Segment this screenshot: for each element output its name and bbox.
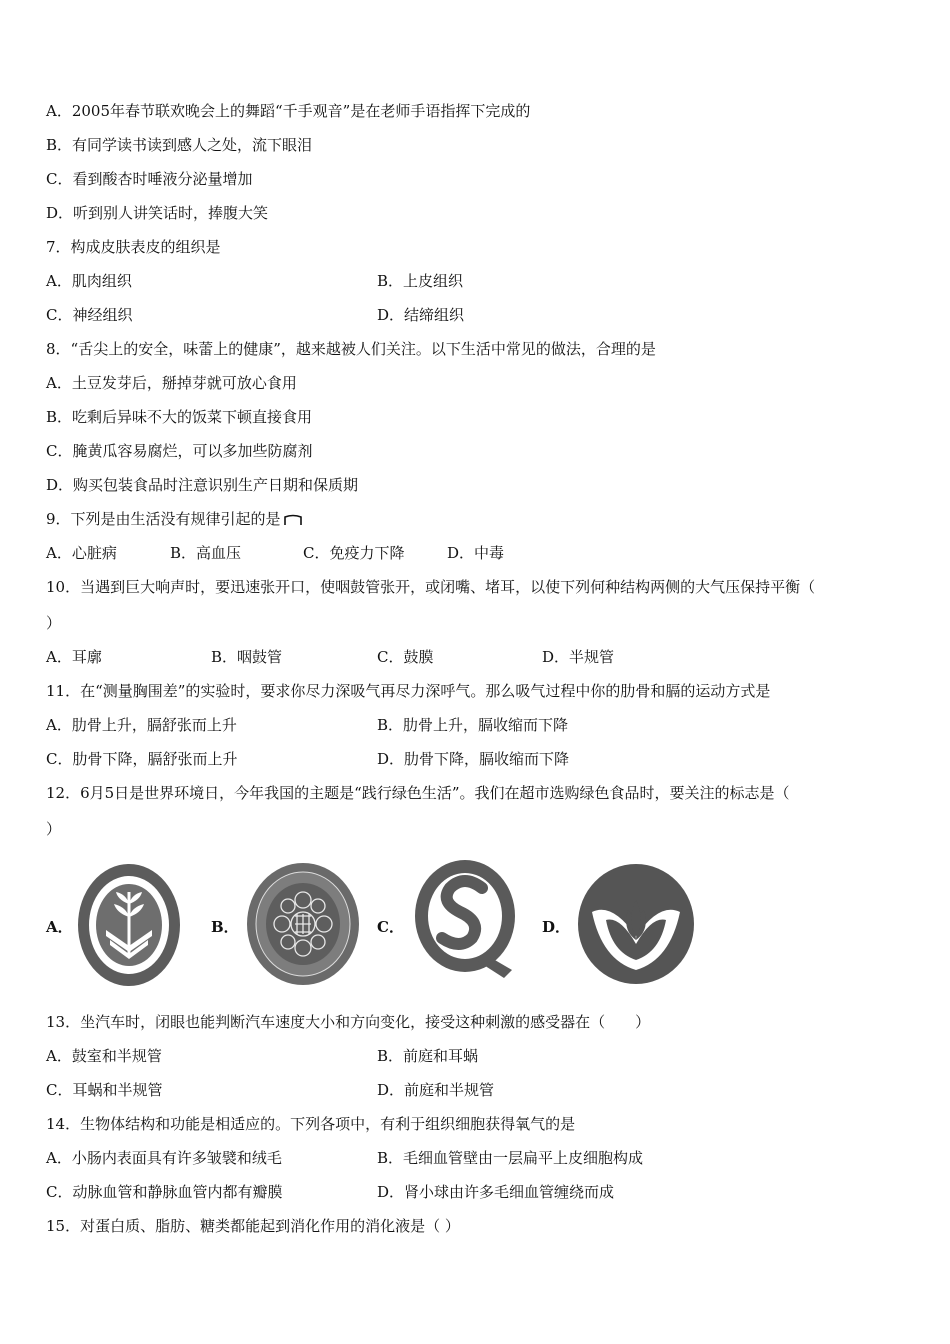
q9-option-c: C．免疫力下降 bbox=[303, 544, 405, 562]
q8-stem: 8．“舌尖上的安全，味蕾上的健康”，越来越被人们关注。以下生活中常见的做法，合理的是 bbox=[46, 340, 656, 358]
q6-option-d: D．听到别人讲笑话时，捧腹大笑 bbox=[46, 204, 269, 222]
q13-option-d: D．前庭和半规管 bbox=[377, 1081, 495, 1099]
q13-option-c: C．耳蜗和半规管 bbox=[46, 1081, 163, 1099]
q7-option-d: D．结缔组织 bbox=[377, 306, 465, 324]
q7-stem: 7．构成皮肤表皮的组织是 bbox=[46, 238, 221, 256]
certification-seal-logo-icon bbox=[246, 862, 360, 986]
q14-option-d: D．肾小球由许多毛细血管缠绕而成 bbox=[377, 1183, 615, 1201]
q7-option-a: A．肌肉组织 bbox=[46, 272, 132, 290]
q13-stem: 13．坐汽车时，闭眼也能判断汽车速度大小和方向变化，接受这种刺激的感受器在（ ） bbox=[46, 1013, 651, 1031]
q14-option-c: C．动脉血管和静脉血管内都有瓣膜 bbox=[46, 1183, 283, 1201]
q10-stem-line1: 10．当遇到巨大响声时，要迅速张开口，使咽鼓管张开，或闭嘴、堵耳，以使下列何种结构两侧的大气压保持平衡（ bbox=[46, 578, 816, 596]
q12-stem-line1: 12．6月5日是世界环境日，今年我国的主题是“践行绿色生活”。我们在超市选购绿色食品时，要关注的标志是（ bbox=[46, 784, 790, 802]
q8-option-b: B．吃剩后异味不大的饭菜下顿直接食用 bbox=[46, 408, 313, 426]
bracket-mark-icon bbox=[283, 512, 303, 526]
q9-option-b: B．高血压 bbox=[170, 544, 242, 562]
q8-option-d: D．购买包装食品时注意识别生产日期和保质期 bbox=[46, 476, 359, 494]
q9-stem bbox=[46, 509, 303, 529]
q11-option-b: B．肋骨上升，膈收缩而下降 bbox=[377, 716, 569, 734]
q10-option-c: C．鼓膜 bbox=[377, 648, 434, 666]
q10-stem-line2: ） bbox=[46, 614, 62, 632]
q6-option-c: C．看到酸杏时唾液分泌量增加 bbox=[46, 170, 253, 188]
q7-option-c: C．神经组织 bbox=[46, 306, 133, 324]
q12-label-b: B． bbox=[211, 918, 239, 936]
q14-option-b: B．毛细血管壁由一层扁平上皮细胞构成 bbox=[377, 1149, 644, 1167]
q8-option-a: A．土豆发芽后，掰掉芽就可放心食用 bbox=[46, 374, 297, 392]
q12-stem-line2: ） bbox=[46, 820, 62, 838]
quality-s-logo-icon bbox=[412, 852, 520, 982]
q9-stem-text: 9．下列是由生活没有规律引起的是 bbox=[46, 510, 281, 528]
q9-option-a: A．心脏病 bbox=[46, 544, 117, 562]
q10-option-d: D．半规管 bbox=[542, 648, 615, 666]
q13-option-b: B．前庭和耳蜗 bbox=[377, 1047, 479, 1065]
q12-label-a: A． bbox=[46, 918, 73, 936]
q6-option-a: A．2005年春节联欢晚会上的舞蹈“千手观音”是在老师手语指挥下完成的 bbox=[46, 102, 531, 120]
q8-option-c: C．腌黄瓜容易腐烂，可以多加些防腐剂 bbox=[46, 442, 313, 460]
q10-option-a: A．耳廓 bbox=[46, 648, 102, 666]
q7-option-b: B．上皮组织 bbox=[377, 272, 464, 290]
q11-option-a: A．肋骨上升，膈舒张而上升 bbox=[46, 716, 237, 734]
q11-option-d: D．肋骨下降，膈收缩而下降 bbox=[377, 750, 570, 768]
q6-option-b: B．有同学读书读到感人之处，流下眼泪 bbox=[46, 136, 313, 154]
q10-option-b: B．咽鼓管 bbox=[211, 648, 283, 666]
q11-option-c: C．肋骨下降，膈舒张而上升 bbox=[46, 750, 238, 768]
q11-stem: 11．在“测量胸围差”的实验时，要求你尽力深吸气再尽力深呼气。那么吸气过程中你的肋骨和膈的运动方式是 bbox=[46, 682, 771, 700]
q12-label-d: D． bbox=[542, 918, 571, 936]
q12-label-c: C． bbox=[377, 918, 404, 936]
q9-option-d: D．中毒 bbox=[447, 544, 505, 562]
q14-option-a: A．小肠内表面具有许多皱襞和绒毛 bbox=[46, 1149, 282, 1167]
q13-option-a: A．鼓室和半规管 bbox=[46, 1047, 162, 1065]
q14-stem: 14．生物体结构和功能是相适应的。下列各项中，有利于组织细胞获得氧气的是 bbox=[46, 1115, 576, 1133]
q15-stem: 15．对蛋白质、脂肪、糖类都能起到消化作用的消化液是（ ） bbox=[46, 1217, 460, 1235]
green-food-logo-icon bbox=[576, 862, 696, 986]
pollution-free-product-logo-icon bbox=[76, 862, 182, 988]
